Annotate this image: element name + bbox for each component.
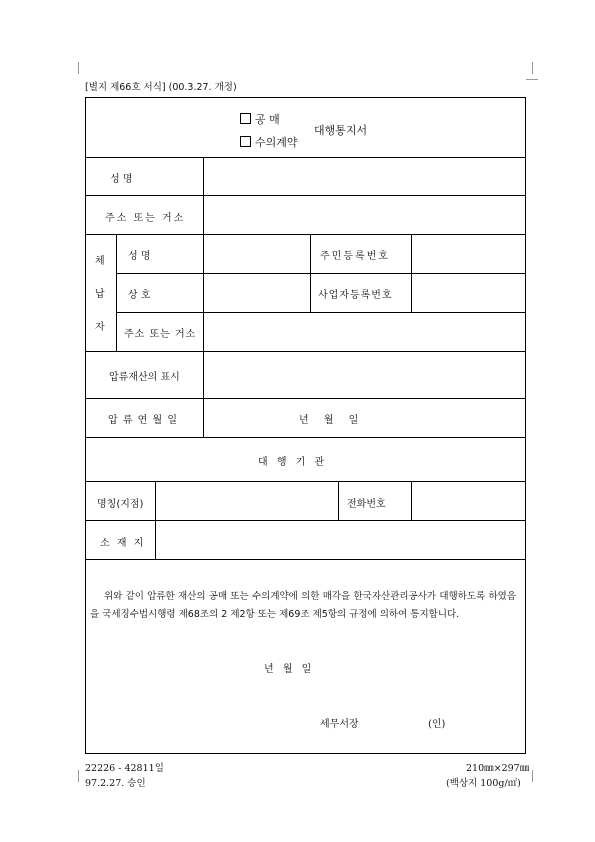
document-title: 대행통지서	[314, 124, 368, 137]
rule	[338, 481, 339, 520]
crop-mark-top-right	[532, 62, 533, 74]
rule	[85, 195, 526, 196]
approval-code: 22226 - 42811일	[85, 763, 164, 774]
trade-name-field[interactable]	[205, 275, 309, 311]
crop-mark-top-right-h	[526, 79, 538, 80]
agency-name-field[interactable]	[157, 483, 337, 519]
taxpayer-label-2: 납	[95, 289, 105, 300]
rule	[85, 234, 526, 235]
seal-mark: (인)	[428, 719, 446, 730]
phone-label: 전화번호	[347, 499, 386, 510]
agency-name-label: 명칭(지점)	[97, 499, 144, 510]
option-auction[interactable]	[240, 111, 280, 127]
rule	[85, 520, 526, 521]
crop-mark-top-left	[78, 62, 79, 74]
option-auction-label: 공 매	[255, 113, 280, 126]
rule	[116, 234, 117, 351]
rule	[203, 351, 204, 437]
checkbox-private-contract[interactable]	[240, 136, 251, 147]
taxpayer-address-field[interactable]	[205, 314, 525, 350]
checkbox-auction[interactable]	[240, 113, 251, 124]
option-private-contract[interactable]	[240, 134, 298, 150]
taxpayer-name-field[interactable]	[205, 236, 309, 272]
rule	[411, 234, 412, 312]
location-label: 소 재 지	[100, 538, 146, 549]
option-private-contract-label: 수의계약	[255, 136, 298, 149]
name-field[interactable]	[205, 159, 525, 194]
name-label: 성 명	[110, 174, 133, 185]
paper-spec: (백상지 100g/㎡)	[446, 778, 521, 789]
taxpayer-name-label: 성 명	[128, 251, 151, 262]
rule	[203, 157, 204, 235]
phone-field[interactable]	[413, 483, 525, 519]
rule	[85, 157, 526, 158]
paper-size: 210㎜×297㎜	[466, 763, 530, 774]
rule	[411, 481, 412, 520]
business-no-label: 사업자등록번호	[318, 290, 393, 301]
rule	[85, 559, 526, 560]
rule	[85, 481, 526, 482]
rule	[155, 481, 156, 559]
approval-date: 97.2.27. 승인	[85, 778, 146, 789]
taxpayer-address-label: 주소 또는 거소	[124, 329, 197, 340]
crop-mark-bottom-left	[78, 770, 79, 782]
form-header: [별지 제66호 서식] (00.3.27. 개정)	[85, 82, 237, 93]
resident-no-label: 주민등록번호	[320, 251, 390, 262]
rule	[310, 234, 311, 312]
notice-body: 위와 같이 압류한 재산의 공매 또는 수의계약에 의한 매각을 한국자산관리공사가 대행하도록 하였음을 국세징수법시행령 제68조의 2 제2항 또는 제69조 제5항의 규정에 의하여 통지합니다.	[90, 591, 516, 620]
rule	[116, 312, 526, 313]
rule	[203, 234, 204, 351]
taxpayer-label-1: 체	[95, 256, 105, 267]
notice-date[interactable]: 년 월 일	[264, 664, 315, 675]
seized-property-label: 압류재산의 표시	[109, 372, 180, 383]
taxpayer-label-3: 자	[95, 322, 105, 333]
resident-no-field[interactable]	[413, 236, 525, 272]
rule	[85, 398, 526, 399]
business-no-field[interactable]	[413, 275, 525, 311]
trade-name-label: 상 호	[128, 290, 151, 301]
rule	[85, 351, 526, 352]
seized-property-field[interactable]	[205, 353, 525, 397]
seizure-date-value[interactable]: 년 월 일	[299, 415, 365, 426]
seizure-date-label: 압 류 연 월 일	[108, 415, 179, 426]
rule	[85, 437, 526, 438]
crop-mark-bottom-right	[532, 770, 533, 782]
address-label: 주소 또는 거소	[105, 213, 186, 224]
location-field[interactable]	[157, 522, 525, 558]
agency-header: 대 행 기 관	[258, 457, 328, 468]
signer-label: 세무서장	[320, 719, 359, 730]
address-field[interactable]	[205, 197, 525, 233]
rule	[116, 273, 526, 274]
